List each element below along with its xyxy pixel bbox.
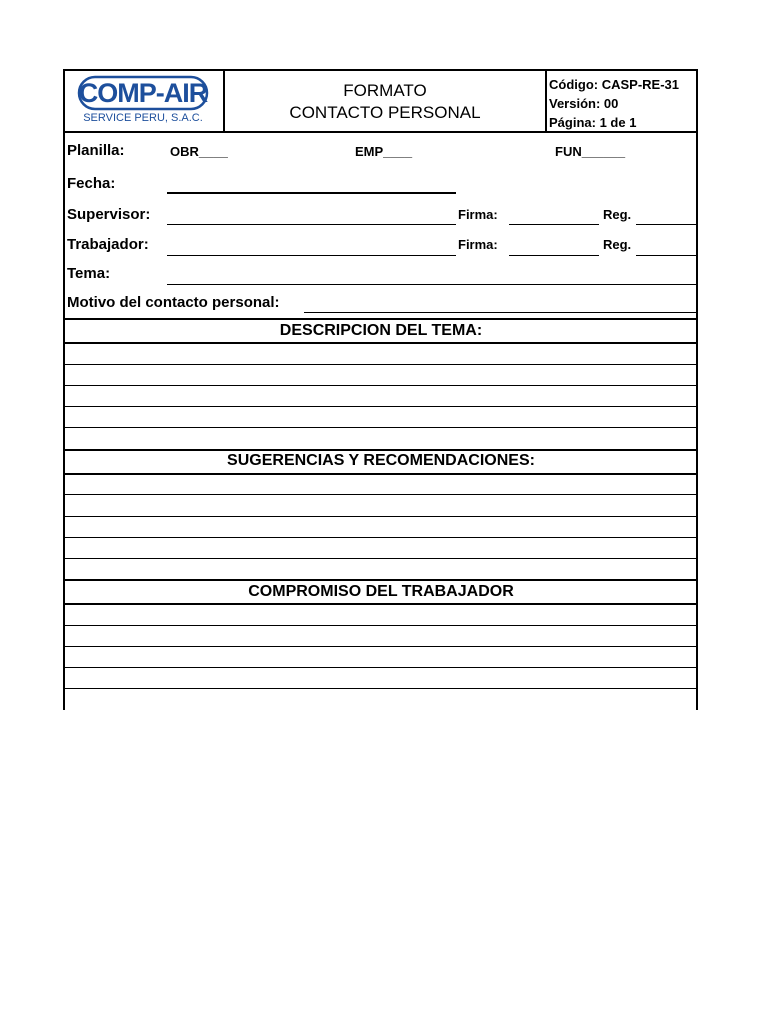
supervisor-firma-line[interactable] bbox=[509, 224, 599, 225]
header-divider-right bbox=[545, 69, 547, 132]
codigo-text: Código: CASP-RE-31 bbox=[549, 77, 679, 92]
form-top-border bbox=[63, 69, 698, 71]
sugerencias-header: SUGERENCIAS Y RECOMENDACIONES: bbox=[227, 452, 535, 469]
sugerencias-row-line[interactable] bbox=[63, 494, 698, 495]
descripcion-header: DESCRIPCION DEL TEMA: bbox=[279, 322, 483, 339]
descripcion-row-line[interactable] bbox=[63, 406, 698, 407]
tema-input-line[interactable] bbox=[167, 284, 697, 285]
compromiso-row-line[interactable] bbox=[63, 625, 698, 626]
supervisor-firma-label: Firma: bbox=[458, 207, 498, 222]
sugerencias-row-line[interactable] bbox=[63, 558, 698, 559]
planilla-label: Planilla: bbox=[67, 142, 125, 159]
form-title bbox=[225, 80, 545, 124]
logo-tagline: SERVICE PERU, S.A.C. bbox=[83, 112, 203, 124]
descripcion-row-line[interactable] bbox=[63, 385, 698, 386]
form-left-border bbox=[63, 69, 65, 710]
sugerencias-bottom-border bbox=[63, 473, 698, 475]
descripcion-row-line[interactable] bbox=[63, 364, 698, 365]
form-right-border bbox=[696, 69, 698, 710]
version-text: Versión: 00 bbox=[549, 96, 619, 111]
compromiso-header: COMPROMISO DEL TRABAJADOR bbox=[248, 583, 514, 600]
supervisor-label: Supervisor: bbox=[67, 206, 151, 223]
motivo-input-line[interactable] bbox=[304, 312, 697, 313]
logo-name: COMP-AIR bbox=[78, 78, 208, 108]
trabajador-reg-line[interactable] bbox=[636, 255, 697, 256]
tema-label: Tema: bbox=[67, 265, 111, 282]
trabajador-label: Trabajador: bbox=[67, 236, 149, 253]
fecha-label: Fecha: bbox=[67, 175, 116, 192]
sugerencias-row-line[interactable] bbox=[63, 537, 698, 538]
supervisor-reg-line[interactable] bbox=[636, 224, 697, 225]
pagina-text: Página: 1 de 1 bbox=[549, 115, 637, 130]
sugerencias-top-border bbox=[63, 449, 698, 451]
descripcion-bottom-border bbox=[63, 342, 698, 344]
descripcion-top-border bbox=[63, 318, 698, 320]
trabajador-firma-line[interactable] bbox=[509, 255, 599, 256]
trabajador-input-line[interactable] bbox=[167, 255, 456, 256]
company-logo bbox=[77, 75, 209, 127]
compromiso-row-line[interactable] bbox=[63, 646, 698, 647]
emp-field[interactable]: EMP____ bbox=[355, 144, 413, 159]
obr-field[interactable]: OBR____ bbox=[170, 144, 228, 159]
trabajador-reg-label: Reg. bbox=[603, 237, 632, 252]
document-info bbox=[549, 75, 679, 132]
sugerencias-row-line[interactable] bbox=[63, 516, 698, 517]
supervisor-reg-label: Reg. bbox=[603, 207, 632, 222]
descripcion-row-line[interactable] bbox=[63, 427, 698, 428]
title-line-1: FORMATO bbox=[343, 81, 427, 100]
compromiso-bottom-border bbox=[63, 603, 698, 605]
compromiso-row-line[interactable] bbox=[63, 688, 698, 689]
trabajador-firma-label: Firma: bbox=[458, 237, 498, 252]
fun-field[interactable]: FUN______ bbox=[555, 144, 626, 159]
motivo-label: Motivo del contacto personal: bbox=[67, 294, 280, 311]
compromiso-top-border bbox=[63, 579, 698, 581]
supervisor-input-line[interactable] bbox=[167, 224, 456, 225]
fecha-input-line[interactable] bbox=[167, 192, 456, 194]
title-line-2: CONTACTO PERSONAL bbox=[289, 103, 481, 122]
compromiso-row-line[interactable] bbox=[63, 667, 698, 668]
